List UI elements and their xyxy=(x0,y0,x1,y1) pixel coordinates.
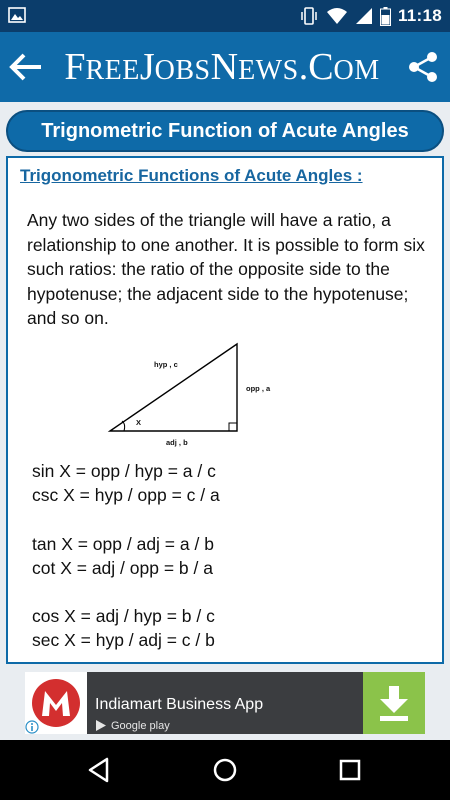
content-card xyxy=(6,156,444,664)
navigation-bar xyxy=(0,740,450,800)
formula-cos: cos X = adj / hyp = b / c xyxy=(32,606,215,626)
image-icon xyxy=(8,7,26,23)
intro-paragraph: Any two sides of the triangle will have a ratio, a relationship to one another. It is possible to form six such ratios: the ratio of the opposite side to the hypotenuse; the adjacent side to the hypotenuse; and so on. xyxy=(27,210,425,328)
triangle-diagram xyxy=(104,338,284,447)
share-icon[interactable] xyxy=(406,50,440,84)
opp-label: opp , a xyxy=(246,384,271,393)
wifi-icon xyxy=(326,7,348,25)
ad-title: Indiamart Business App xyxy=(95,696,264,713)
home-circle-icon[interactable] xyxy=(210,755,240,785)
download-icon[interactable] xyxy=(363,672,425,734)
recents-square-icon[interactable] xyxy=(335,755,365,785)
adj-label: adj , b xyxy=(166,438,188,447)
formula-tan: tan X = opp / adj = a / b xyxy=(32,534,214,554)
section-heading: Trigonometric Functions of Acute Angles : xyxy=(20,166,363,185)
app-bar xyxy=(0,32,450,102)
app-title: FREEJOBSNEWS.COM xyxy=(64,46,380,88)
page-title: Trignometric Function of Acute Angles xyxy=(6,110,444,152)
ad-banner[interactable] xyxy=(25,672,425,734)
ad-store-label: Google play xyxy=(111,719,170,732)
back-arrow-icon[interactable] xyxy=(6,49,46,85)
signal-icon xyxy=(355,7,373,25)
ad-store xyxy=(95,719,170,732)
google-play-icon xyxy=(95,719,107,732)
formula-sec: sec X = hyp / adj = c / b xyxy=(32,630,215,650)
ad-info-icon[interactable] xyxy=(25,720,39,734)
status-bar xyxy=(0,0,450,32)
formula-group-sin-csc xyxy=(32,459,432,507)
back-triangle-icon[interactable] xyxy=(85,755,115,785)
battery-icon xyxy=(380,7,391,26)
angle-label: X xyxy=(136,418,142,427)
formula-csc: csc X = hyp / opp = c / a xyxy=(32,485,220,505)
formula-group-tan-cot xyxy=(32,532,432,580)
vibrate-icon xyxy=(299,7,319,25)
hyp-label: hyp , c xyxy=(154,360,178,369)
formula-group-cos-sec xyxy=(32,604,432,652)
formula-sin: sin X = opp / hyp = a / c xyxy=(32,461,216,481)
status-time: 11:18 xyxy=(397,6,442,25)
formula-cot: cot X = adj / opp = b / a xyxy=(32,558,213,578)
